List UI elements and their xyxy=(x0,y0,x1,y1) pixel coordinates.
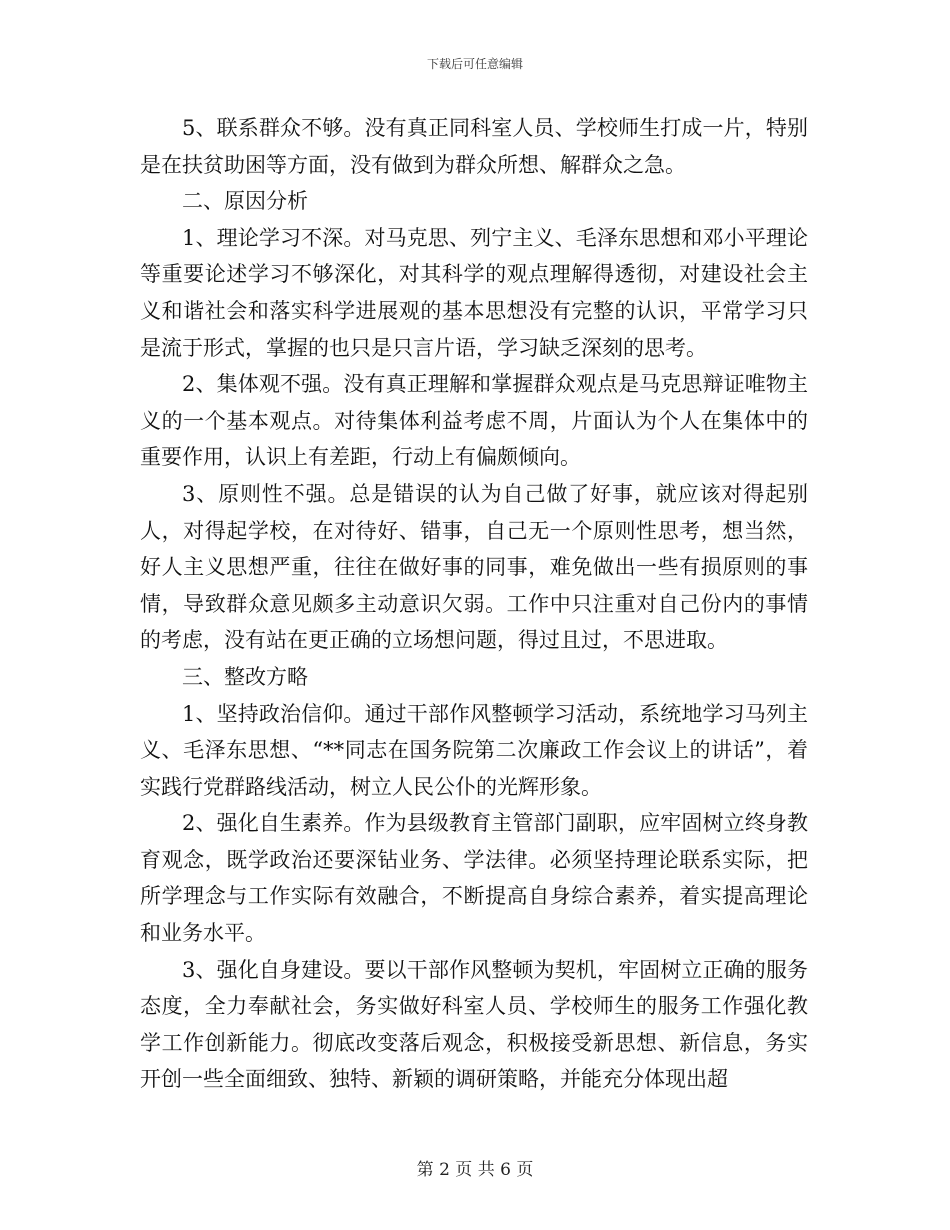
page-header: 下载后可任意编辑 xyxy=(426,57,523,71)
paragraph-self-construction: 3、强化自身建设。要以干部作风整顿为契机，牢固树立正确的服务态度，全力奉献社会，务实做好科室人员、学校师生的服务工作强化教学工作创新能力。彻底改变落后观念，积极接受新思想、新信息，务实开创一些全面细致、独特、新颖的调研策略，并能充分体现出超 xyxy=(140,957,808,1092)
document-body xyxy=(140,110,808,1098)
paragraph-collective-view: 2、集体观不强。没有真正理解和掌握群众观点是马克思辩证唯物主义的一个基本观点。对待集体利益考虑不周，片面认为个人在集体中的重要作用，认识上有差距，行动上有偏颇倾向。 xyxy=(140,372,808,470)
page-number-footer: 第 2 页 共 6 页 xyxy=(416,1160,534,1180)
paragraph-political-belief: 1、坚持政治信仰。通过干部作风整顿学习活动，系统地学习马列主义、毛泽东思想、“**同志在国务院第二次廉政工作会议上的讲话”，着实践行党群路线活动，树立人民公仆的光辉形象。 xyxy=(140,701,808,799)
paragraph-contact-masses: 5、联系群众不够。没有真正同科室人员、学校师生打成一片，特别是在扶贫助困等方面，没有做到为群众所想、解群众之急。 xyxy=(140,116,808,177)
paragraph-self-quality: 2、强化自生素养。作为县级教育主管部门副职，应牢固树立终身教育观念，既学政治还要深钻业务、学法律。必须坚持理论联系实际，把所学理念与工作实际有效融合，不断提高自身综合素养，着实提高理论和业务水平。 xyxy=(140,811,808,946)
paragraph-theory-study: 1、理论学习不深。对马克思、列宁主义、毛泽东思想和邓小平理论等重要论述学习不够深化，对其科学的观点理解得透彻，对建设社会主义和谐社会和落实科学进展观的基本思想没有完整的认识，平常学习只是流于形式，掌握的也只是只言片语，学习缺乏深刻的思考。 xyxy=(140,225,808,360)
section-heading-cause-analysis: 二、原因分析 xyxy=(182,189,308,214)
section-heading-rectification: 三、整改方略 xyxy=(182,664,308,689)
paragraph-principle: 3、原则性不强。总是错误的认为自己做了好事，就应该对得起别人，对得起学校，在对待好、错事，自己无一个原则性思考，想当然，好人主义思想严重，往往在做好事的同事，难免做出一些有损原则的事情，导致群众意见颇多主动意识欠弱。工作中只注重对自己份内的事情的考虑，没有站在更正确的立场想问题，得过且过，不思进取。 xyxy=(140,481,808,653)
